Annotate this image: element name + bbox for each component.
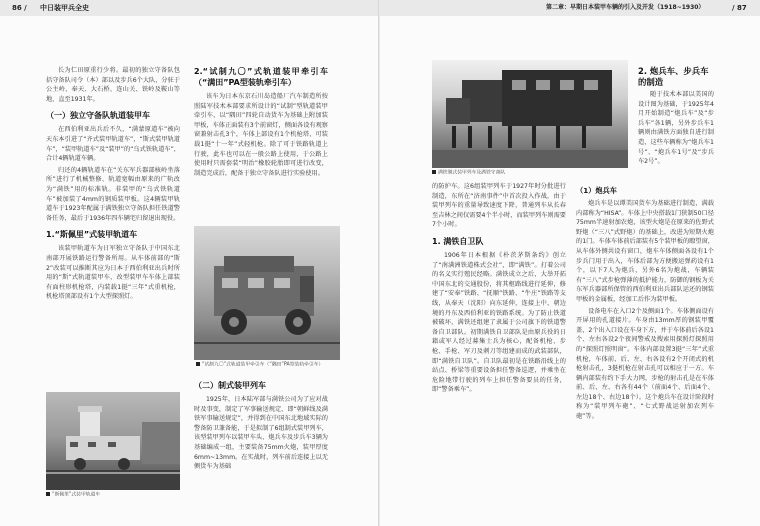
left-page-number: 86 / [12, 4, 27, 12]
sperry-photo-caption: “斯佩里”式装甲轨道车 [46, 492, 180, 499]
right-page-header [380, 0, 760, 16]
type90-railcar-photo [194, 226, 340, 360]
intro-paragraph: 长为仁田原重行少将。最初的独立守备队包括守备队司令（本）部以及步兵6个大队，分驻于公主岭、奉天、大石桥、连山关、铁岭及鞍山等地，直至1931年。 [46, 67, 180, 103]
type90-railcar-illustration [194, 226, 340, 360]
caption-marker-icon [432, 170, 436, 174]
armored-train-illustration [432, 60, 628, 168]
left-col-2-bottom [194, 374, 328, 514]
paragraph: 1906年日本根据《朴茨茅斯条约》创立了“南满洲铁道株式会社”，即“满铁”。打着公司的名义实行殖民经略。满铁成立之后，大举开拓中国东北的交通股份，将其枢路线进行延伸，修建了“安奉”铁路、“抚顺”铁路、“牛庄”铁路等支线，从奉天（沈阳）向东延伸，连接上中、朝边境的丹东及西伯利亚的铁路系统。为了防止铁道被破坏，满铁还组建了隶属于公司旗下的铁道警备自卫部队。初期满铁自卫部队是由原兵役的日籍或军人经过募集士兵为核心，配备机枪、步枪、手枪、军刀及刺刀等组建而成的武装部队，即“满铁自卫队”。自卫队最初是在铁路沿线上的站点、桥梁等重要设备担任警备巡逻，并乘坐在危险地带行驶的列车上担任警备要员的任务，即“警备乘车”。 [432, 251, 566, 394]
paragraph: 随于技术本部以美国的设计图为基础，于1925年4月开始制造“炮兵车”及“步兵车”各1辆，另外步兵车1辆则由满铁方面独自进行制造，这些车辆称为“炮兵车1号”、“炮兵车1号”及“步兵车2号”。 [638, 91, 714, 166]
sperry-railcar-photo [46, 392, 180, 490]
caption-marker-icon [46, 492, 50, 496]
left-page-header [0, 0, 380, 16]
paragraph: 的防护车。这6组装甲列车于1927年时分批进行制造，东所在“济南事件”中首次投入作战，由于装甲列车的重量导致速度下降，普通列车从长春至吉林之间仅需要4个半小时，而装甲列车则需要7个小时。 [432, 183, 566, 229]
paragraph: 设备电车在入口2个及侧面1个。车体侧面设有开屏用的孔道接片。车身由13mm厚的钢装甲覆盖，2个出入口设在车身下方，并于车体前后各设1个、左右各设2个夜间警戒及搜索用探照灯探照用的“探照灯照明窗”。车体内部设置3挺“三年”式重机枪，车体前、后、左、右各设有2个开闭式的机枪射击孔，3挺机枪在射击孔可以相应于一方。车辆内部装有约下手大力网，步枪的射击孔是在车体前、后、左、右各有44个（前面4个、后面4个、左边18个、右边18个）。这个炮兵车在设计阶段时称为“装甲列车砲”、“七式野战运射加农列车砲”等。 [576, 307, 714, 421]
right-page-number: / 87 [732, 4, 747, 12]
section-title-armored-train: （二）制式装甲列车 [194, 381, 266, 390]
right-col-1 [432, 182, 566, 514]
paragraph: 1925年，日本陆军部与满铁公司为了应对战时及事变，制定了军事输送规定，即“朝鲜线及满铁军事输送规定”，并得到在中国东北地域实际的警备防卫兼备能，于是拟制了6组制式装甲列车，该型装甲列车以装甲车头、炮兵车及步兵车3辆为基础编成一组，主要装备75mm火炮，装甲厚度6mm~13mm。在实战时，列车前后连接上以无侧货车为基础 [194, 396, 328, 471]
right-page [380, 0, 760, 526]
subsection-title-artillery-car: （1）炮兵车 [576, 186, 617, 195]
paragraph: 在西伯利亚出兵后不久，“满蒙原道车”被向天东本引进了“齐式装甲轨道车”，“斯式装甲轨道车”，“装甲轨道车”及“装甲”的“乌式铁轨道车”，合计4辆轨道车辆。 [46, 126, 180, 163]
section-title-armored-rail: （一）独立守备队轨道装甲车 [46, 111, 150, 121]
paragraph: 炮兵车是以谭美国货车为基础进行制造，满载内部称为“HISA”。车体上中央搭载1门狭制50口径75mm半速射加农炮，该型火炮是在原来的佐野式野炮（“三八”式野炮）的基础上，改进为短期火炮的1门。车体车体前后部装有5个装甲板的瞭望窗，从车体外侧共设有窗口，炮车车体侧面各设有1个步兵门用于出入，车体后部为方便搬运弹药设有1个，以下7人为炮兵，另外6名为炮战，车辆装有“三八”式步枪弹薄的抵护能力，防御的钢板为关东军兵器部所保管的西伯利亚出兵部队运还的钢装甲板的金属板，经加工后作为装甲板。 [576, 200, 714, 303]
paragraph: 归还的4辆轨道车在“关东军兵器部核岭坐落所”进行了机械整修、轨道宽幅由原来的广轨改为“满铁”用的标准轨。非装甲的“乌式铁轨道车”被加装了4mm的钢质装甲板。这4辆装甲轨道车于1923年配属于满铁独立守备队担任铁道警备任务，最后于1936年四车辆宅归留退出现役。 [46, 166, 180, 222]
section-title-artillery-infantry-cars: 2. 炮兵车、步兵车的制造 [638, 66, 709, 87]
sperry-railcar-illustration [46, 392, 180, 490]
paragraph: 该装甲轨道车为日军独立守备队于中国东北南部开展铁路运行警备所用。从车体前部的“斯2”改装可以推断其应为日本于西伯利亚出兵时所用的“斯”式轨道装甲车，改型装甲车车体上部装有面柱形机枪塔，内装载1挺“三年”式重机枪，机枪塔顶部设有1个大型探照灯。 [46, 245, 180, 301]
section-title-sperry: 1.“斯佩里”式装甲轨道车 [46, 230, 138, 240]
chapter-title: 第二章：早期日本装甲车辆的引入及开发（1918~1930） [546, 4, 705, 11]
armored-train-photo [432, 60, 628, 168]
section-title-type90: 2.“试制九〇”式轨道装甲牵引车（“满田”PA型装轨牵引车） [194, 67, 328, 87]
right-col-2-top [638, 90, 714, 186]
left-col-2-top [194, 66, 328, 222]
armored-train-caption: 满铁制式装甲列车及满铁守备队 [432, 170, 628, 177]
caption-marker-icon [196, 362, 200, 366]
paragraph: 该车为日本东京石川岛造船厂汽车制造所按照陆军技术本部要求所设计的“试制”型轨道装甲牵引车，以“隅田”四轮自动货车为基础上附加装甲板，车体正面装有3个前窗灯，侧面各设有观察窗兼射击孔3个，车体上部设有1个机枪塔，可装载1挺“十一年”式轻机枪。除了可于铁路轨道上行驶，此车也可以在一般公路上使用，于公路上使用时只需套装“明治”橡胶轮胎即可进行改变，制造完成后，配备于独立守备队进行实验使用。 [194, 93, 328, 177]
right-col-2 [576, 186, 714, 514]
section-title-mantetsu-guard: 1. 满铁自卫队 [432, 236, 484, 246]
book-title: 中日装甲兵全史 [40, 4, 89, 12]
left-col-1 [46, 66, 180, 392]
type90-photo-caption: “试制九〇”式轨道装甲牵引车（“隅田”PA型装轨牵引车） [196, 362, 346, 369]
